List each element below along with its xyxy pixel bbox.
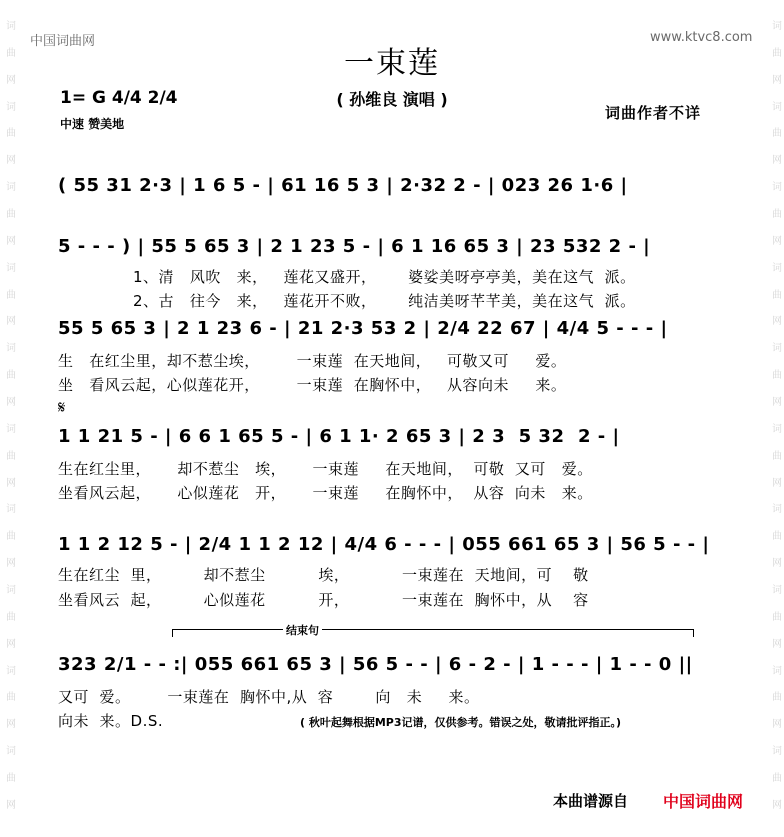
score-row-4-lyrics-2: 坐看风云起， 心似莲花 开， 一束莲 在胸怀中， 从容 向未 来。 bbox=[58, 484, 593, 502]
watermark-char: 词 bbox=[3, 261, 15, 273]
segno-sign: 𝄋 bbox=[58, 398, 66, 418]
watermark-char: 网 bbox=[3, 73, 15, 85]
watermark-char: 曲 bbox=[3, 369, 15, 381]
watermark-char: 网 bbox=[3, 315, 15, 327]
watermark-char: 曲 bbox=[769, 46, 781, 58]
watermark-char: 网 bbox=[769, 476, 781, 488]
watermark-char: 词 bbox=[769, 342, 781, 354]
watermark-char: 网 bbox=[769, 718, 781, 730]
score-row-4-notes: 1 1 21 5 - | 6 6 1 65 5 - | 6 1 1· 2 65 3 | 2 3 5 32 2 - | bbox=[58, 426, 620, 447]
watermark-char: 曲 bbox=[769, 530, 781, 542]
watermark-char: 词 bbox=[3, 342, 15, 354]
score-row-3-lyrics-2: 坐 看风云起，心似莲花开， 一束莲 在胸怀中， 从容向未 来。 bbox=[58, 376, 567, 394]
score-row-3-lyrics-1: 生 在红尘里，却不惹尘埃， 一束莲 在天地间， 可敬又可 爱。 bbox=[58, 352, 567, 370]
watermark-char: 词 bbox=[3, 422, 15, 434]
watermark-char: 曲 bbox=[3, 208, 15, 220]
tempo-marking: 中速 赞美地 bbox=[60, 117, 125, 131]
watermark-char: 网 bbox=[3, 718, 15, 730]
watermark-char: 网 bbox=[3, 637, 15, 649]
watermark-char: 网 bbox=[769, 73, 781, 85]
watermark-char: 曲 bbox=[769, 610, 781, 622]
score-row-6-lyrics-2: 向未 来。D.S. bbox=[58, 712, 164, 730]
composer-credit: 词曲作者不详 bbox=[605, 104, 702, 122]
watermark-char: 网 bbox=[769, 234, 781, 246]
watermark-char: 词 bbox=[769, 261, 781, 273]
score-row-6-lyrics-1: 又可 爱。 一束莲在 胸怀中,从 容 向 未 来。 bbox=[58, 688, 480, 706]
score-row-5-lyrics-2: 坐看风云 起， 心似莲花 开， 一束莲在 胸怀中，从 容 bbox=[58, 591, 589, 609]
key-signature: 1= G 4/4 2/4 bbox=[60, 88, 178, 108]
watermark-char: 曲 bbox=[769, 449, 781, 461]
score-row-2-lyrics-2: 2、古 往今 来， 莲花开不败， 纯洁美呀芊芊美，美在这气 派。 bbox=[133, 292, 636, 310]
watermark-char: 网 bbox=[3, 234, 15, 246]
watermark-char: 网 bbox=[769, 557, 781, 569]
watermark-char: 网 bbox=[3, 154, 15, 166]
song-title: 一束莲 bbox=[344, 46, 440, 81]
watermark-char: 曲 bbox=[769, 208, 781, 220]
watermark-char: 网 bbox=[769, 396, 781, 408]
source-site-link[interactable]: 中国词曲网 bbox=[663, 792, 744, 811]
watermark-char: 曲 bbox=[3, 288, 15, 300]
watermark-char: 网 bbox=[769, 798, 781, 810]
watermark-char: 曲 bbox=[769, 691, 781, 703]
watermark-left-strip bbox=[2, 20, 16, 810]
watermark-char: 词 bbox=[769, 422, 781, 434]
watermark-char: 词 bbox=[3, 181, 15, 193]
score-row-5-lyrics-1: 生在红尘 里， 却不惹尘 埃， 一束莲在 天地间，可 敬 bbox=[58, 566, 589, 584]
ending-bracket bbox=[172, 629, 694, 637]
singer-credit: ( 孙维良 演唱 ) bbox=[336, 90, 448, 109]
watermark-right-strip bbox=[768, 20, 782, 810]
site-watermark-left: 中国词曲网 bbox=[30, 34, 96, 49]
watermark-char: 网 bbox=[769, 154, 781, 166]
watermark-char: 词 bbox=[3, 20, 15, 31]
watermark-char: 词 bbox=[3, 584, 15, 596]
watermark-char: 词 bbox=[769, 20, 781, 31]
watermark-char: 网 bbox=[3, 798, 15, 810]
watermark-char: 曲 bbox=[769, 288, 781, 300]
watermark-char: 词 bbox=[769, 664, 781, 676]
watermark-char: 词 bbox=[769, 100, 781, 112]
score-row-3-notes: 55 5 65 3 | 2 1 23 6 - | 21 2·3 53 2 | 2/4 22 67 | 4/4 5 - - - | bbox=[58, 318, 668, 339]
watermark-char: 词 bbox=[3, 745, 15, 757]
watermark-char: 网 bbox=[3, 557, 15, 569]
watermark-char: 曲 bbox=[3, 449, 15, 461]
score-row-4-lyrics-1: 生在红尘里， 却不惹尘 埃， 一束莲 在天地间， 可敬 又可 爱。 bbox=[58, 460, 593, 478]
score-row-5-notes: 1 1 2 12 5 - | 2/4 1 1 2 12 | 4/4 6 - - - | 055 661 65 3 | 56 5 - - | bbox=[58, 534, 710, 555]
watermark-char: 曲 bbox=[769, 369, 781, 381]
ending-label: 结束句 bbox=[283, 622, 322, 638]
watermark-char: 网 bbox=[769, 637, 781, 649]
watermark-char: 词 bbox=[769, 181, 781, 193]
watermark-char: 词 bbox=[3, 664, 15, 676]
site-watermark-right: www.ktvc8.com bbox=[650, 30, 753, 45]
watermark-char: 词 bbox=[3, 503, 15, 515]
watermark-char: 词 bbox=[769, 584, 781, 596]
watermark-char: 曲 bbox=[3, 127, 15, 139]
source-label: 本曲谱源自 bbox=[553, 792, 629, 810]
watermark-char: 网 bbox=[3, 396, 15, 408]
transcription-note: ( 秋叶起舞根据MP3记谱，仅供参考。错误之处，敬请批评指正。) bbox=[300, 716, 622, 729]
score-row-1-notes: ( 55 31 2·3 | 1 6 5 - | 61 16 5 3 | 2·32 2 - | 023 26 1·6 | bbox=[58, 175, 628, 196]
watermark-char: 网 bbox=[769, 315, 781, 327]
score-row-6-notes: 323 2/1 - - :| 055 661 65 3 | 56 5 - - | 6 - 2 - | 1 - - - | 1 - - 0 || bbox=[58, 654, 693, 675]
score-row-2-lyrics-1: 1、清 风吹 来， 莲花又盛开， 婆娑美呀亭亭美，美在这气 派。 bbox=[133, 268, 636, 286]
watermark-char: 曲 bbox=[769, 772, 781, 784]
score-row-2-notes: 5 - - - ) | 55 5 65 3 | 2 1 23 5 - | 6 1 16 65 3 | 23 532 2 - | bbox=[58, 236, 651, 257]
watermark-char: 曲 bbox=[3, 530, 15, 542]
watermark-char: 网 bbox=[3, 476, 15, 488]
watermark-char: 词 bbox=[3, 100, 15, 112]
watermark-char: 词 bbox=[769, 745, 781, 757]
watermark-char: 曲 bbox=[3, 691, 15, 703]
watermark-char: 曲 bbox=[769, 127, 781, 139]
watermark-char: 曲 bbox=[3, 610, 15, 622]
watermark-char: 词 bbox=[769, 503, 781, 515]
watermark-char: 曲 bbox=[3, 772, 15, 784]
watermark-char: 曲 bbox=[3, 46, 15, 58]
